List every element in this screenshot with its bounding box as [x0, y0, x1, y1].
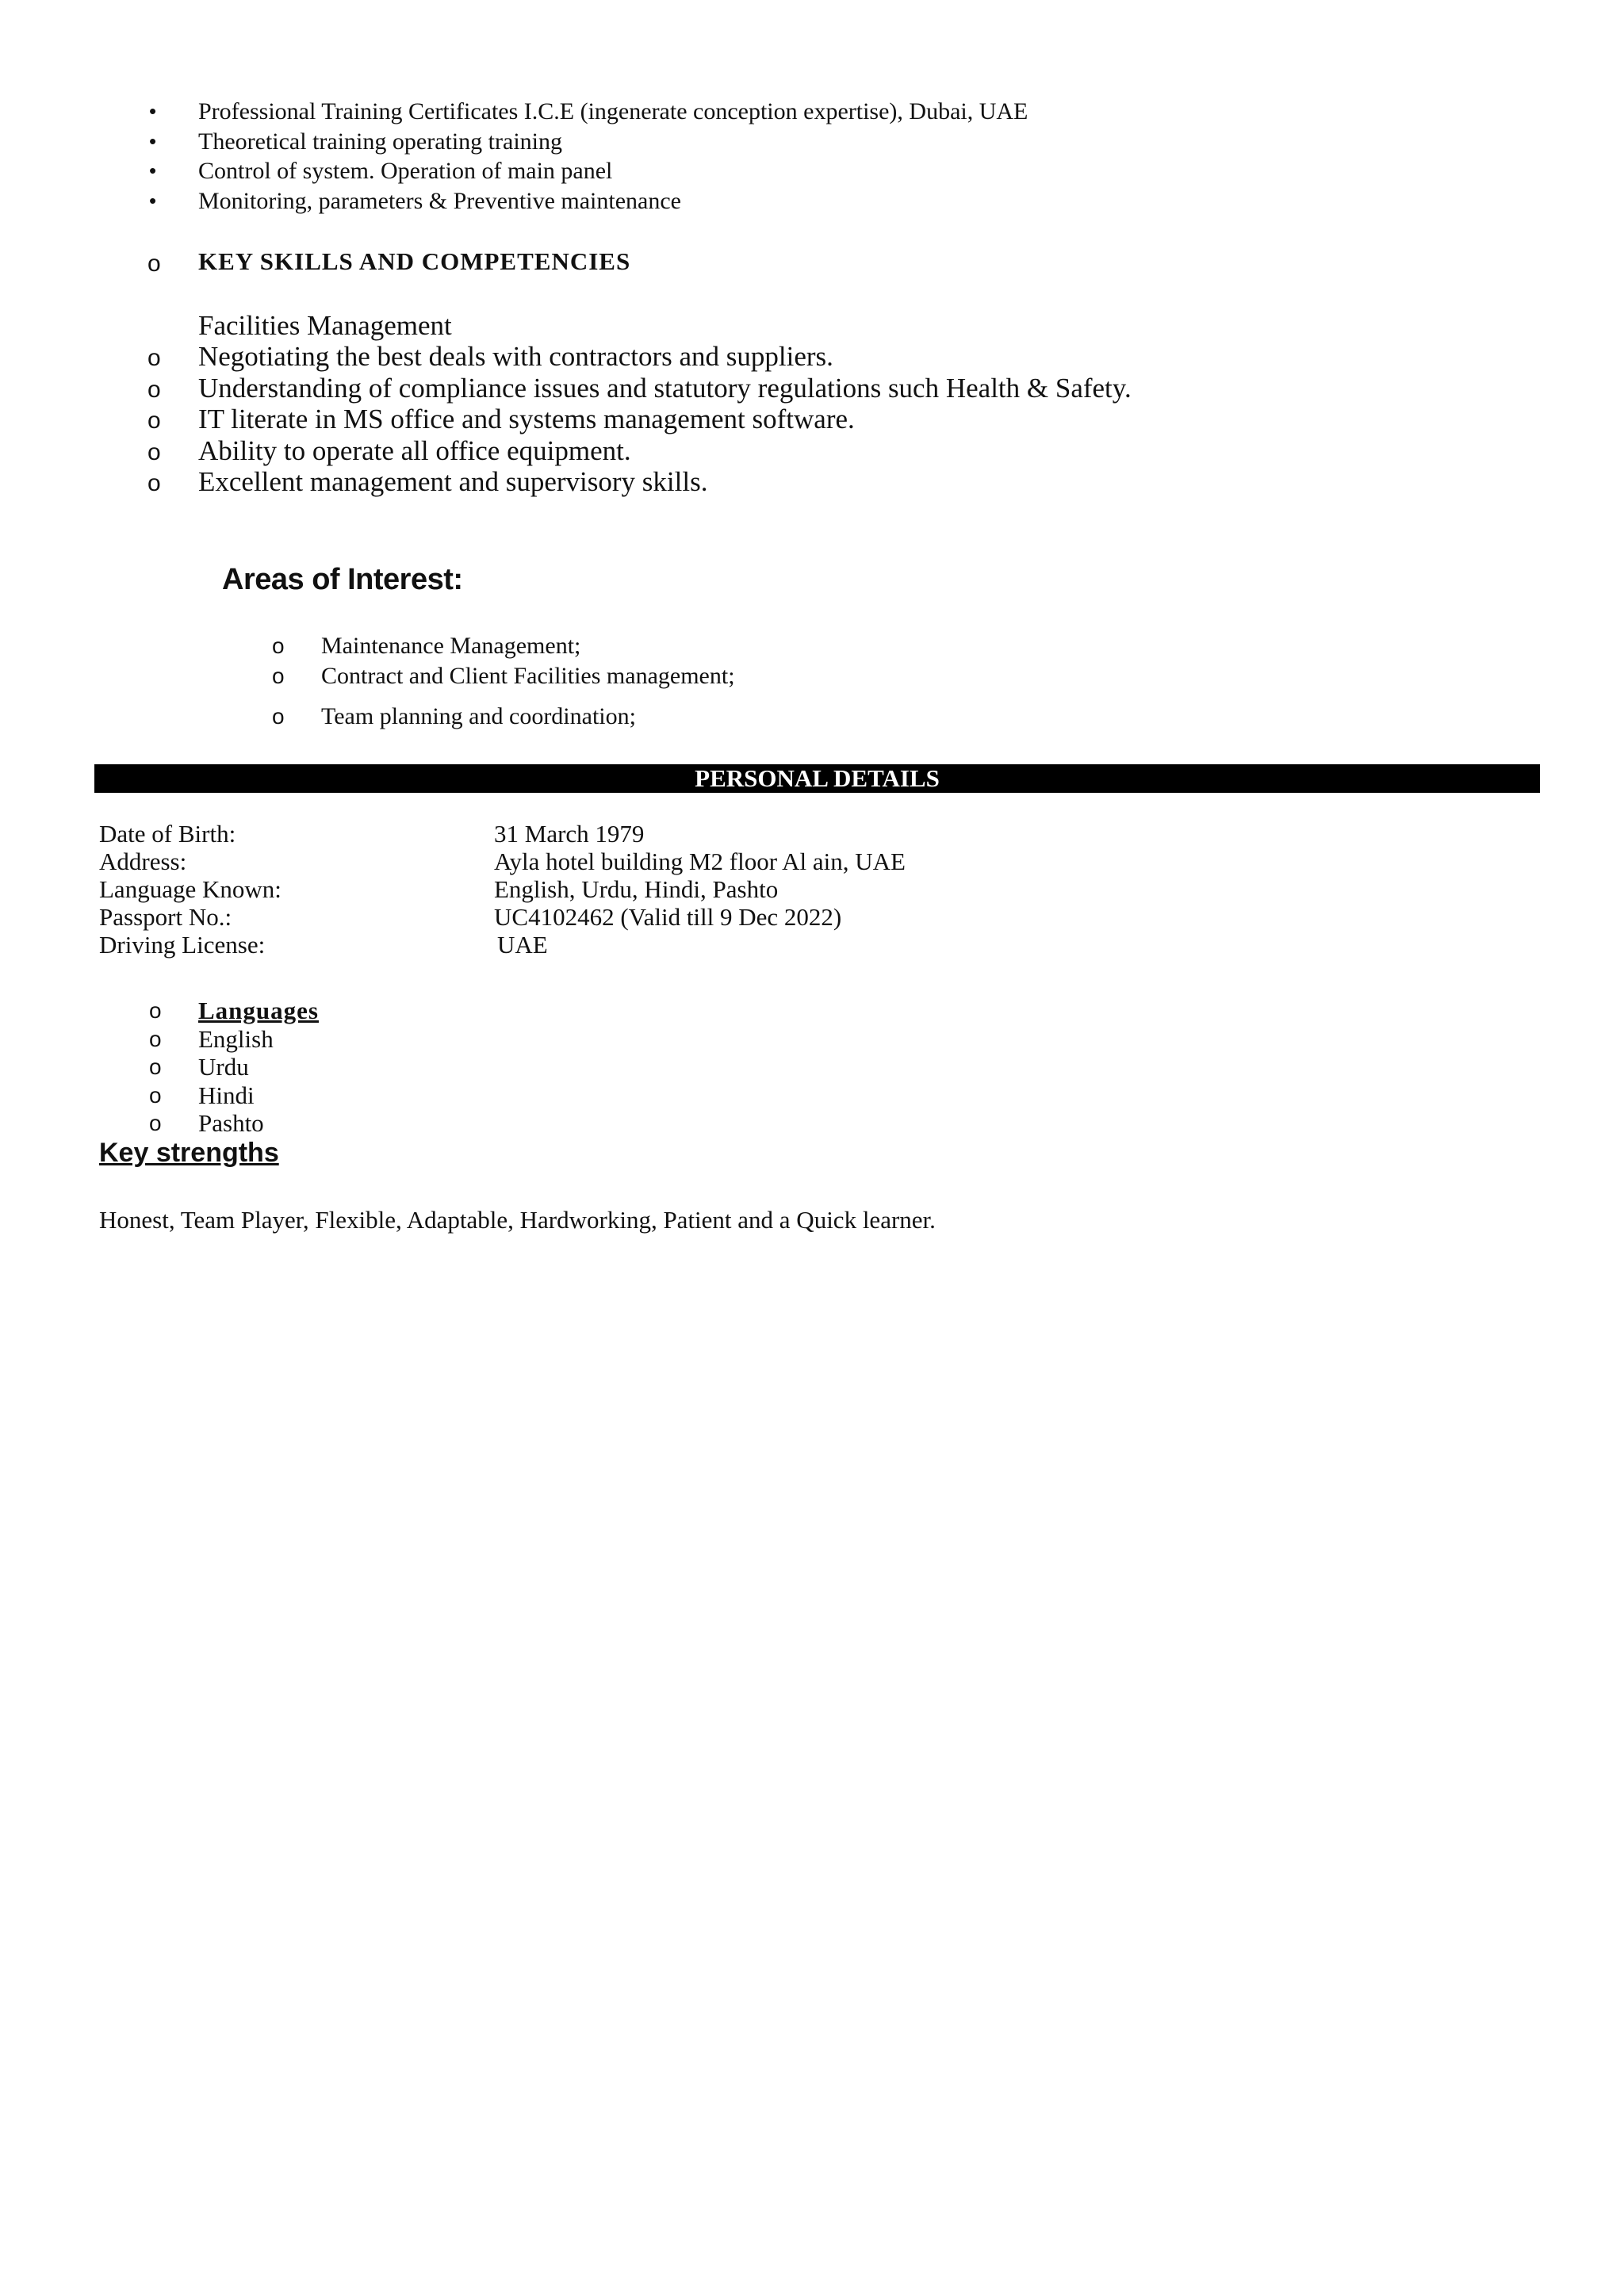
list-item — [149, 997, 319, 1025]
circle-bullet-marker: o — [147, 251, 161, 277]
training-item-text: Professional Training Certificates I.C.E (ingenerate conception expertise), Dubai, UAE — [198, 98, 1028, 124]
list-item — [147, 466, 1132, 498]
key-strengths-title: Key strengths — [99, 1138, 279, 1168]
language-item-text: Urdu — [198, 1053, 249, 1081]
list-item — [272, 661, 735, 691]
interest-item-text: Maintenance Management; — [321, 633, 581, 659]
circle-bullet-marker: o — [149, 1054, 162, 1079]
list-item — [149, 127, 1028, 157]
list-item — [147, 434, 1132, 467]
bullet-marker: • — [149, 128, 157, 153]
detail-value: Ayla hotel building M2 floor Al ain, UAE — [494, 848, 906, 875]
detail-label: Driving License: — [99, 931, 266, 959]
detail-value: UC4102462 (Valid till 9 Dec 2022) — [494, 903, 842, 931]
skill-item-text: Ability to operate all office equipment. — [198, 434, 631, 466]
list-item — [149, 186, 1028, 216]
language-item-text: Pashto — [198, 1109, 264, 1137]
facilities-management-label: Facilities Management — [198, 310, 452, 341]
list-item — [149, 1081, 319, 1110]
detail-label: Date of Birth: — [99, 820, 236, 848]
areas-of-interest-list — [272, 631, 735, 732]
circle-bullet-marker: o — [272, 633, 285, 658]
list-item — [149, 156, 1028, 186]
detail-label: Language Known: — [99, 875, 282, 903]
detail-value: UAE — [497, 931, 548, 959]
training-item-text: Theoretical training operating training — [198, 128, 562, 155]
personal-details-band — [94, 764, 1540, 793]
skill-item-text: Negotiating the best deals with contractors and suppliers. — [198, 341, 833, 372]
circle-bullet-marker: o — [272, 704, 285, 729]
skill-item-text: Excellent management and supervisory skills. — [198, 466, 708, 497]
circle-bullet-marker: o — [147, 470, 161, 496]
training-item-text: Monitoring, parameters & Preventive maintenance — [198, 187, 681, 214]
personal-details-title: PERSONAL DETAILS — [695, 764, 940, 792]
key-skills-list — [147, 341, 1132, 498]
circle-bullet-marker: o — [147, 376, 161, 403]
bullet-marker: • — [149, 159, 157, 182]
skill-item-text: Understanding of compliance issues and statutory regulations such Health & Safety. — [198, 372, 1132, 404]
list-item — [272, 702, 735, 732]
circle-bullet-marker: o — [147, 408, 161, 434]
detail-label: Address: — [99, 848, 187, 875]
circle-bullet-marker: o — [272, 664, 285, 688]
list-item — [147, 341, 1132, 373]
circle-bullet-marker: o — [149, 998, 162, 1023]
list-item — [147, 372, 1132, 404]
training-item-text: Control of system. Operation of main panel — [198, 158, 613, 184]
list-item — [149, 1109, 319, 1138]
circle-bullet-marker: o — [149, 1111, 162, 1135]
bullet-marker: • — [149, 188, 157, 212]
language-item-text: English — [198, 1024, 274, 1053]
list-item — [149, 1053, 319, 1081]
detail-label: Passport No.: — [99, 903, 232, 931]
training-list — [149, 97, 1028, 216]
languages-heading: Languages — [198, 997, 319, 1024]
interest-item-text: Contract and Client Facilities management; — [321, 663, 735, 689]
areas-of-interest-title: Areas of Interest: — [222, 563, 463, 596]
bullet-marker: • — [149, 99, 157, 123]
key-strengths-text: Honest, Team Player, Flexible, Adaptable, Hardworking, Patient and a Quick learner. — [99, 1206, 936, 1234]
list-item — [149, 97, 1028, 127]
circle-bullet-marker: o — [147, 438, 161, 465]
list-item — [149, 1024, 319, 1054]
key-skills-heading: KEY SKILLS AND COMPETENCIES — [198, 247, 631, 275]
circle-bullet-marker: o — [149, 1026, 162, 1051]
circle-bullet-marker: o — [147, 345, 161, 371]
list-item — [147, 404, 1132, 435]
language-item-text: Hindi — [198, 1081, 255, 1109]
interest-item-text: Team planning and coordination; — [321, 703, 636, 729]
skill-item-text: IT literate in MS office and systems management software. — [198, 404, 855, 434]
detail-value: 31 March 1979 — [494, 820, 645, 848]
languages-list — [149, 997, 319, 1138]
detail-value: English, Urdu, Hindi, Pashto — [494, 875, 779, 903]
list-item — [272, 631, 735, 661]
circle-bullet-marker: o — [149, 1082, 162, 1108]
